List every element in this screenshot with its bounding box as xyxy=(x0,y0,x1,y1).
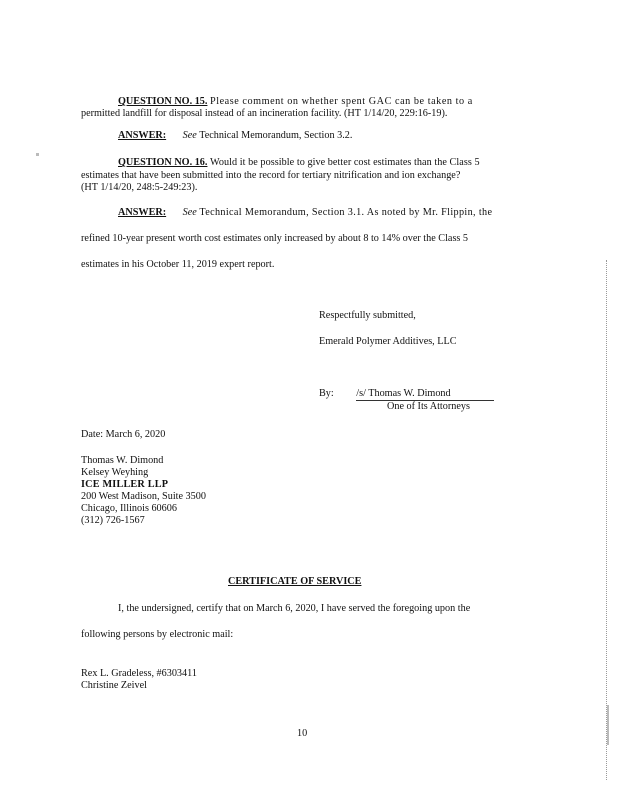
date: Date: March 6, 2020 xyxy=(81,429,166,440)
party-name: Emerald Polymer Additives, LLC xyxy=(319,336,457,347)
answer-15 xyxy=(118,130,352,142)
answer-16-label: ANSWER: xyxy=(118,207,167,218)
answer-15-text: Technical Memorandum, Section 3.2. xyxy=(199,130,353,141)
recipient-1: Rex L. Gradeless, #6303411 xyxy=(81,668,197,679)
closing: Respectfully submitted, xyxy=(319,310,416,321)
answer-15-see: See xyxy=(182,130,197,141)
question-16-line-3: (HT 1/14/20, 248:5-249:23). xyxy=(81,182,198,193)
certificate-line-2: following persons by electronic mail: xyxy=(81,629,234,640)
answer-15-label: ANSWER: xyxy=(118,130,167,141)
question-16-text: Would it be possible to give better cost estimates than the Class 5 xyxy=(210,157,480,168)
scan-edge-artifact xyxy=(606,260,608,780)
by-label: By: xyxy=(319,388,334,399)
certificate-heading: CERTIFICATE OF SERVICE xyxy=(228,576,362,587)
signature-role: One of Its Attorneys xyxy=(387,401,470,412)
counsel-name-2: Kelsey Weyhing xyxy=(81,467,149,478)
answer-16-line-1 xyxy=(118,207,492,219)
phone: (312) 726-1567 xyxy=(81,515,145,526)
signature-name: /s/ Thomas W. Dimond xyxy=(356,388,494,401)
signature-line xyxy=(319,388,494,401)
question-15-line-1 xyxy=(118,96,473,108)
counsel-name-1: Thomas W. Dimond xyxy=(81,455,164,466)
law-firm: ICE MILLER LLP xyxy=(81,479,169,490)
answer-16-see: See xyxy=(182,207,197,218)
question-15-text: Please comment on whether spent GAC can be taken to a xyxy=(210,96,473,107)
scan-smear xyxy=(607,705,609,745)
question-15-label: QUESTION NO. 15. xyxy=(118,96,208,107)
answer-16-line-2: refined 10-year present worth cost estimates only increased by about 8 to 14% over the Class 5 xyxy=(81,233,469,244)
question-16-label: QUESTION NO. 16. xyxy=(118,157,208,168)
answer-16-line-3: estimates in his October 11, 2019 expert report. xyxy=(81,259,275,270)
address-line-2: Chicago, Illinois 60606 xyxy=(81,503,177,514)
scan-speck xyxy=(36,153,39,156)
question-15-line-2: permitted landfill for disposal instead of an incineration facility. (HT 1/14/20, 229:16-19). xyxy=(81,108,448,119)
page-number: 10 xyxy=(297,728,308,739)
question-16-line-2: estimates that have been submitted into the record for tertiary nitrification and ion exchange? xyxy=(81,170,461,181)
answer-16-text: Technical Memorandum, Section 3.1. As noted by Mr. Flippin, the xyxy=(199,207,493,218)
address-line-1: 200 West Madison, Suite 3500 xyxy=(81,491,206,502)
recipient-2: Christine Zeivel xyxy=(81,680,147,691)
certificate-line-1: I, the undersigned, certify that on March 6, 2020, I have served the foregoing upon the xyxy=(118,603,471,614)
question-16-line-1 xyxy=(118,157,480,169)
